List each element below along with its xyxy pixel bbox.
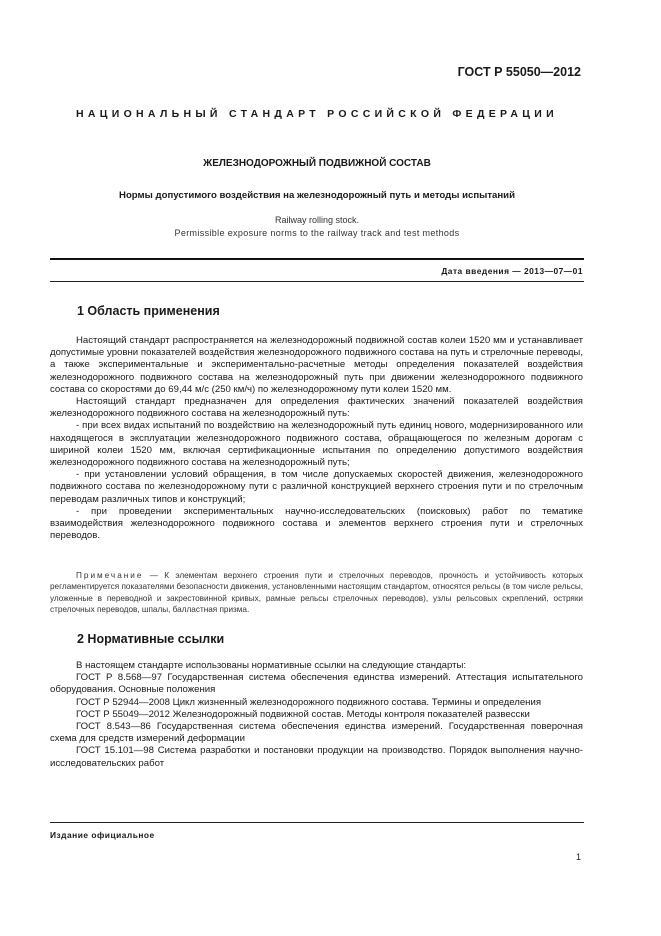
national-standard-heading: НАЦИОНАЛЬНЫЙ СТАНДАРТ РОССИЙСКОЙ ФЕДЕРАЦИИ (76, 108, 558, 120)
footer-divider (50, 822, 584, 823)
reference-item: ГОСТ Р 8.568—97 Государственная система обеспечения единства измерений. Аттестация испытательного оборудования. Основные положения (50, 672, 583, 696)
section-2-heading: 2 Нормативные ссылки (77, 632, 225, 646)
section-1-body (50, 335, 583, 542)
section-2-body (50, 660, 583, 770)
document-number: ГОСТ Р 55050—2012 (457, 65, 581, 79)
reference-item: ГОСТ Р 52944—2008 Цикл жизненный железнодорожного подвижного состава. Термины и определения (76, 696, 542, 708)
introduction-date: Дата введения — 2013—07—01 (441, 266, 583, 276)
english-title-line-1: Railway rolling stock. (274, 215, 360, 225)
note-label: Примечание (76, 571, 144, 580)
title-divider (50, 258, 584, 260)
date-divider (50, 281, 584, 282)
references-intro: В настоящем стандарте использованы нормативные ссылки на следующие стандарты: (76, 660, 467, 671)
document-subtitle: Нормы допустимого воздействия на железнодорожный путь и методы испытаний (119, 190, 515, 201)
reference-item: ГОСТ Р 55049—2012 Железнодорожный подвижной состав. Методы контроля показателей развесски (76, 708, 530, 720)
official-edition-label: Издание официальное (50, 830, 155, 840)
reference-item: ГОСТ 15.101—98 Система разработки и постановки продукции на производство. Порядок выполнения научно-исследовательских работ (50, 745, 583, 769)
section-1-paragraph-1: Настоящий стандарт распространяется на железнодорожный подвижной состав колеи 1520 мм и устанавливает допустимые уровни показателей воздействия железнодорожного подвижного состава на путь и стрелочные переводы, а также экспериментальные и экспериментально-расчетные методы определения показателей воздействия железнодорожного подвижного состава на железнодорожный путь при движении железнодорожного подвижного состава со скоростями до 69,44 м/с (250 км/ч) по железнодорожному пути колеи 1520 мм. (50, 335, 583, 395)
section-1-bullet-1: - при всех видах испытаний по воздействию на железнодорожный путь единиц нового, модернизированного или находящегося в эксплуатации железнодорожного подвижного состава, обращающегося по железным дорогам с шириной колеи 1520 мм, включая сертификационные испытания по определению допустимого воздействия железнодорожного подвижного состава на железнодорожный путь; (50, 420, 583, 469)
note-text: — К элементам верхнего строения пути и стрелочных переводов, прочность и устойчивость которых регламентируется показателями безопасности движения, установленными настоящим стандартом, относятся рельсы (в том числе рельсы, уложенные в переводной и закрестовинной кривых, рамные рельсы стрелочных переводов), узлы рельсовых скреплений, остряки стрелочных переводов, шпалы, балластная призма. (50, 571, 583, 614)
reference-item: ГОСТ 8.543—86 Государственная система обеспечения единства измерений. Государственная поверочная схема для средств измерений деформации (50, 721, 583, 745)
english-title-line-2: Permissible exposure norms to the railway track and test methods (174, 228, 460, 238)
section-1-bullet-3: - при проведении экспериментальных научно-исследовательских (поисковых) работ по тематике взаимодействия железнодорожного подвижного состава и элементов верхнего строения пути и стрелочных переводов. (50, 505, 583, 542)
document-title: ЖЕЛЕЗНОДОРОЖНЫЙ ПОДВИЖНОЙ СОСТАВ (203, 158, 431, 169)
page-number: 1 (575, 852, 581, 862)
section-1-note (50, 570, 583, 615)
section-1-paragraph-2: Настоящий стандарт предназначен для определения фактических значений показателей воздействия железнодорожного подвижного состава на железнодорожный путь: (50, 396, 583, 420)
section-1-heading: 1 Область применения (77, 304, 220, 318)
section-1-bullet-2: - при установлении условий обращения, в том числе допускаемых скоростей движения, железнодорожного подвижного состава по железнодорожному пути с различной конструкцией верхнего строения пути и по стрелочным переводам различных типов и конструкций; (50, 469, 583, 505)
